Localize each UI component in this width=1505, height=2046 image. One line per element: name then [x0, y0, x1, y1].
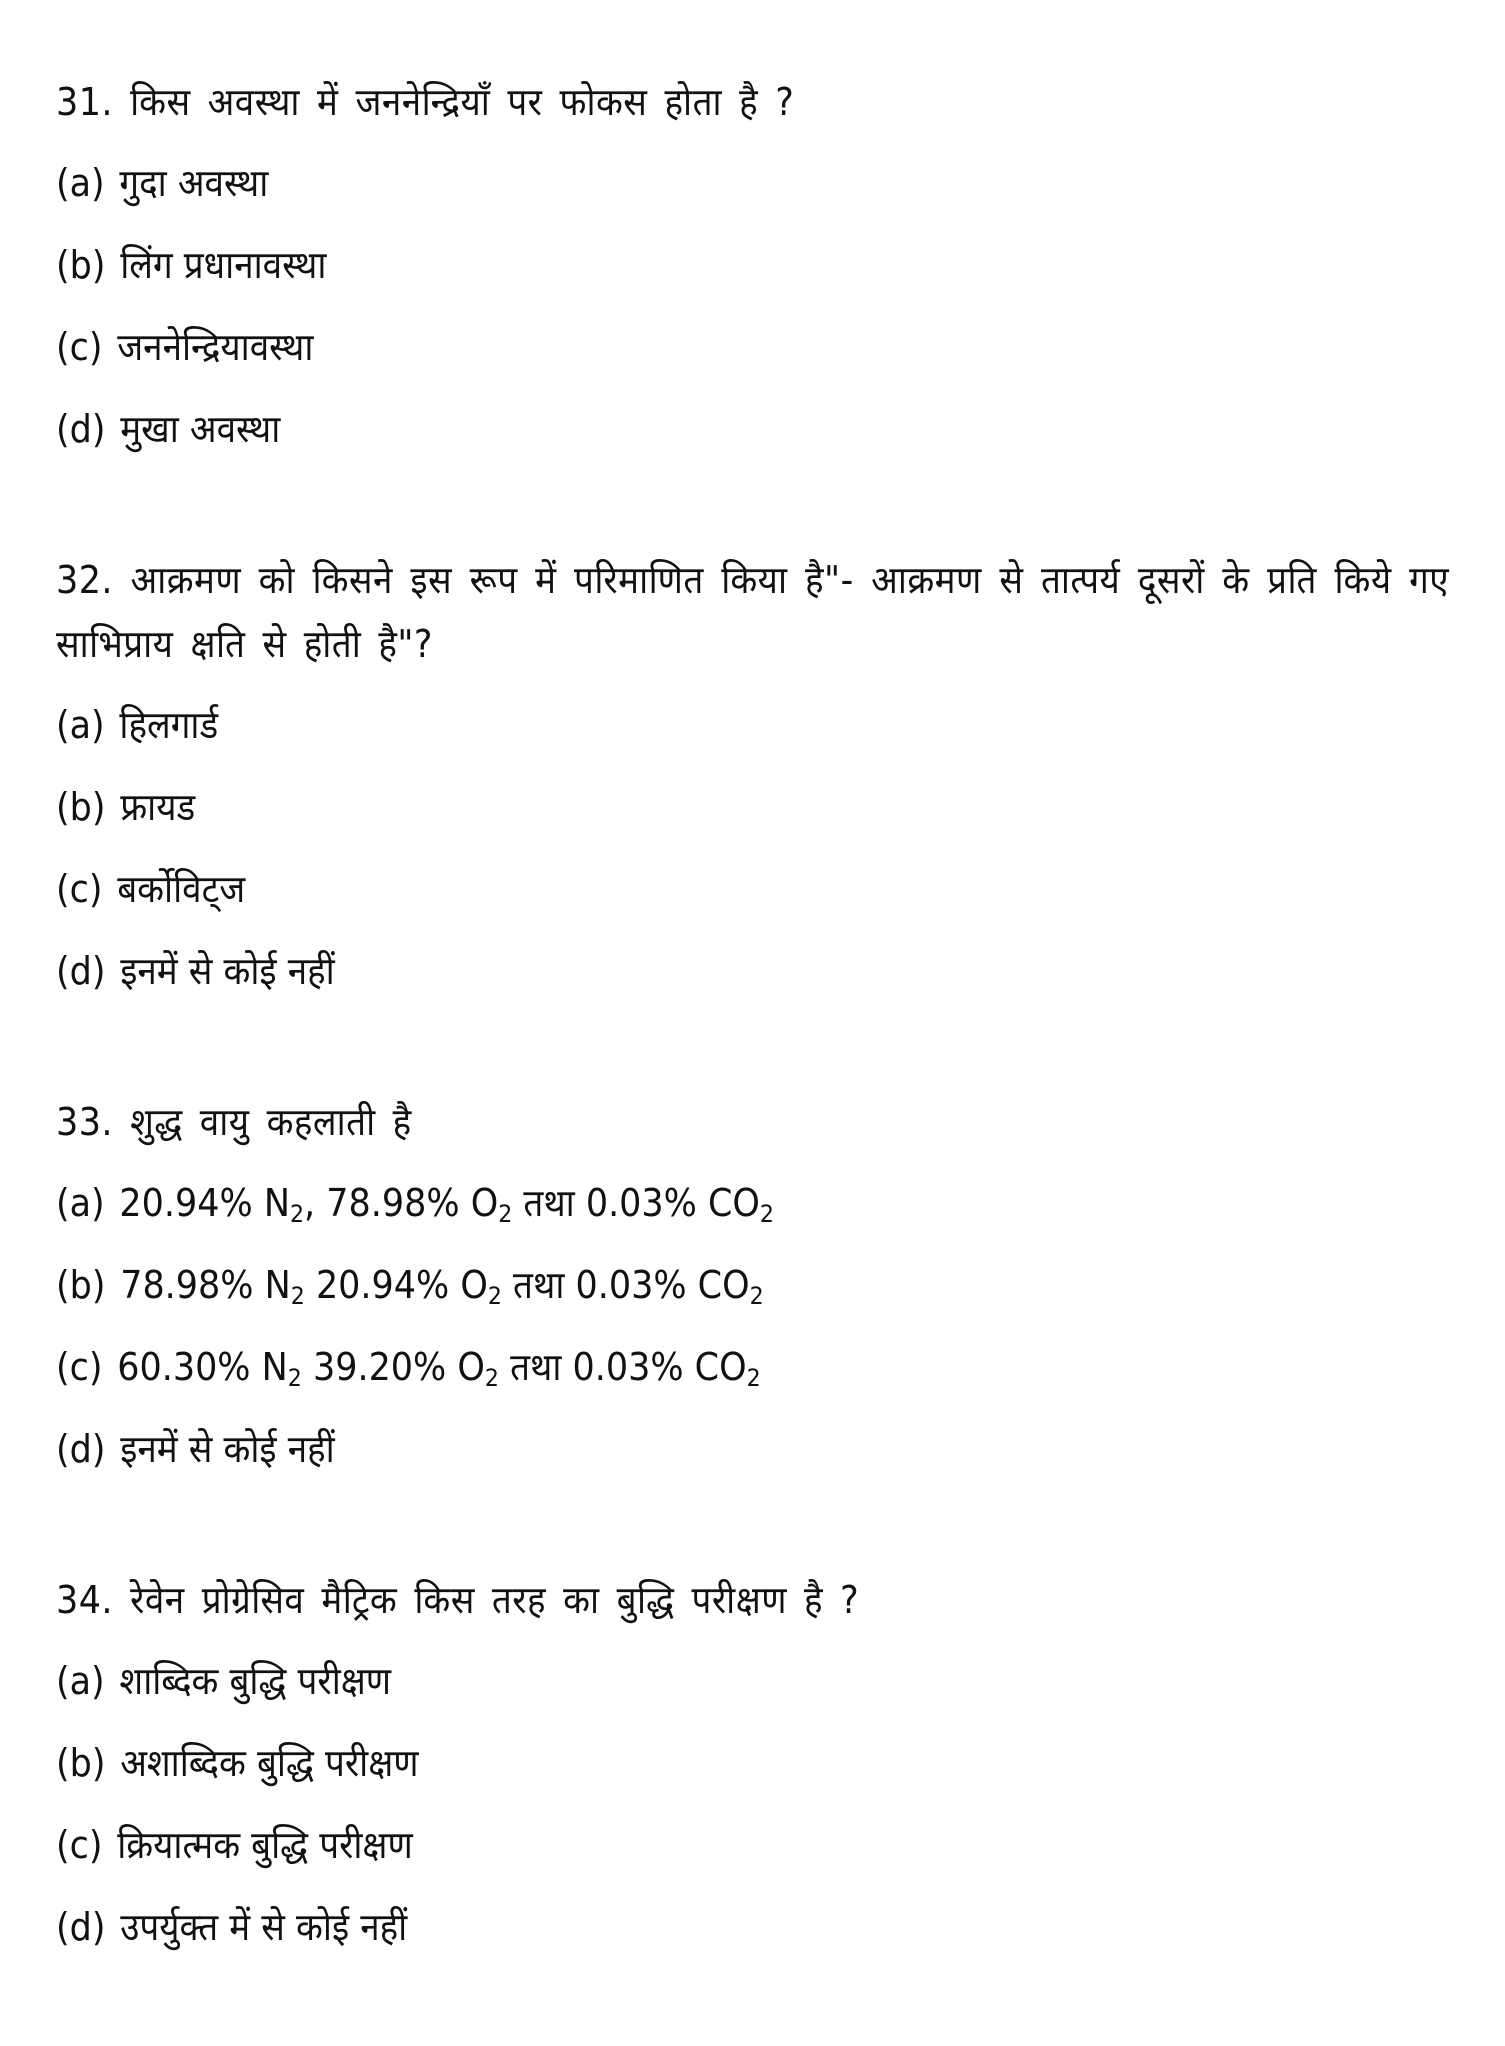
question-number: 32.: [56, 558, 113, 602]
option-label: (d): [56, 1905, 106, 1949]
option-text: 20.94% $N_2$, 78.98% $O_2$ तथा 0.03% $CO_2$: [119, 1181, 774, 1228]
option-text: बर्कोविट्ज: [117, 867, 246, 911]
option-label: (c): [56, 1345, 103, 1389]
option-b: [56, 1244, 1449, 1326]
option-text: शाब्दिक बुद्धि परीक्षण: [119, 1659, 392, 1703]
option-label: (b): [56, 785, 106, 829]
question-stem: आक्रमण को किसने इस रूप में परिमाणित किया है"- आक्रमण से तात्पर्य दूसरों के प्रति किये गए साभिप्राय क्षति से होती है"?: [56, 558, 1450, 666]
question-33: [56, 1090, 1449, 1490]
option-label: (d): [56, 1427, 106, 1471]
question-number: 33.: [56, 1100, 113, 1144]
question-page: [56, 70, 1449, 2046]
option-label: (b): [56, 1263, 106, 1307]
question-text: [56, 1568, 1449, 1632]
question-stem: शुद्ध वायु कहलाती है: [130, 1100, 412, 1144]
question-31: [56, 70, 1449, 470]
option-c: [56, 1326, 1449, 1408]
question-number: 31.: [56, 80, 113, 124]
option-text: फ्रायड: [120, 785, 196, 829]
option-label: (b): [56, 243, 106, 287]
option-b: [56, 1722, 1449, 1804]
question-number: 34.: [56, 1578, 113, 1622]
option-a: [56, 684, 1449, 766]
option-label: (a): [56, 161, 105, 205]
option-a: [56, 1162, 1449, 1244]
question-34: [56, 1568, 1449, 1968]
option-text: 78.98% $N_2$ 20.94% $O_2$ तथा 0.03% $CO_2$: [120, 1263, 764, 1310]
option-text: जननेन्द्रियावस्था: [117, 325, 314, 369]
option-text: गुदा अवस्था: [119, 161, 269, 205]
option-c: [56, 1804, 1449, 1886]
option-text: अशाब्दिक बुद्धि परीक्षण: [120, 1741, 419, 1785]
question-text: [56, 1090, 1449, 1154]
option-text: 60.30% $N_2$ 39.20% $O_2$ तथा 0.03% $CO_2$: [117, 1345, 761, 1392]
option-label: (a): [56, 1659, 105, 1703]
option-text: लिंग प्रधानावस्था: [120, 243, 327, 287]
option-text: इनमें से कोई नहीं: [120, 949, 335, 993]
option-d: [56, 930, 1449, 1012]
option-d: [56, 1408, 1449, 1490]
question-stem: किस अवस्था में जननेन्द्रियाँ पर फोकस होता है ?: [130, 80, 795, 124]
option-text: क्रियात्मक बुद्धि परीक्षण: [117, 1823, 413, 1867]
option-c: [56, 306, 1449, 388]
question-text: [56, 548, 1449, 676]
option-label: (d): [56, 407, 106, 451]
option-label: (c): [56, 1823, 103, 1867]
option-b: [56, 224, 1449, 306]
option-d: [56, 1886, 1449, 1968]
option-b: [56, 766, 1449, 848]
option-text: मुखा अवस्था: [120, 407, 281, 451]
option-label: (b): [56, 1741, 106, 1785]
option-a: [56, 1640, 1449, 1722]
option-d: [56, 388, 1449, 470]
question-stem: रेवेन प्रोग्रेसिव मैट्रिक किस तरह का बुद्धि परीक्षण है ?: [130, 1578, 860, 1622]
question-text: [56, 70, 1449, 134]
option-text: इनमें से कोई नहीं: [120, 1427, 335, 1471]
option-text: हिलगार्ड: [119, 703, 219, 747]
option-label: (c): [56, 325, 103, 369]
option-c: [56, 848, 1449, 930]
option-label: (a): [56, 703, 105, 747]
option-label: (d): [56, 949, 106, 993]
option-text: उपर्युक्त में से कोई नहीं: [120, 1905, 408, 1949]
option-label: (a): [56, 1181, 105, 1225]
question-32: [56, 548, 1449, 1012]
option-label: (c): [56, 867, 103, 911]
option-a: [56, 142, 1449, 224]
